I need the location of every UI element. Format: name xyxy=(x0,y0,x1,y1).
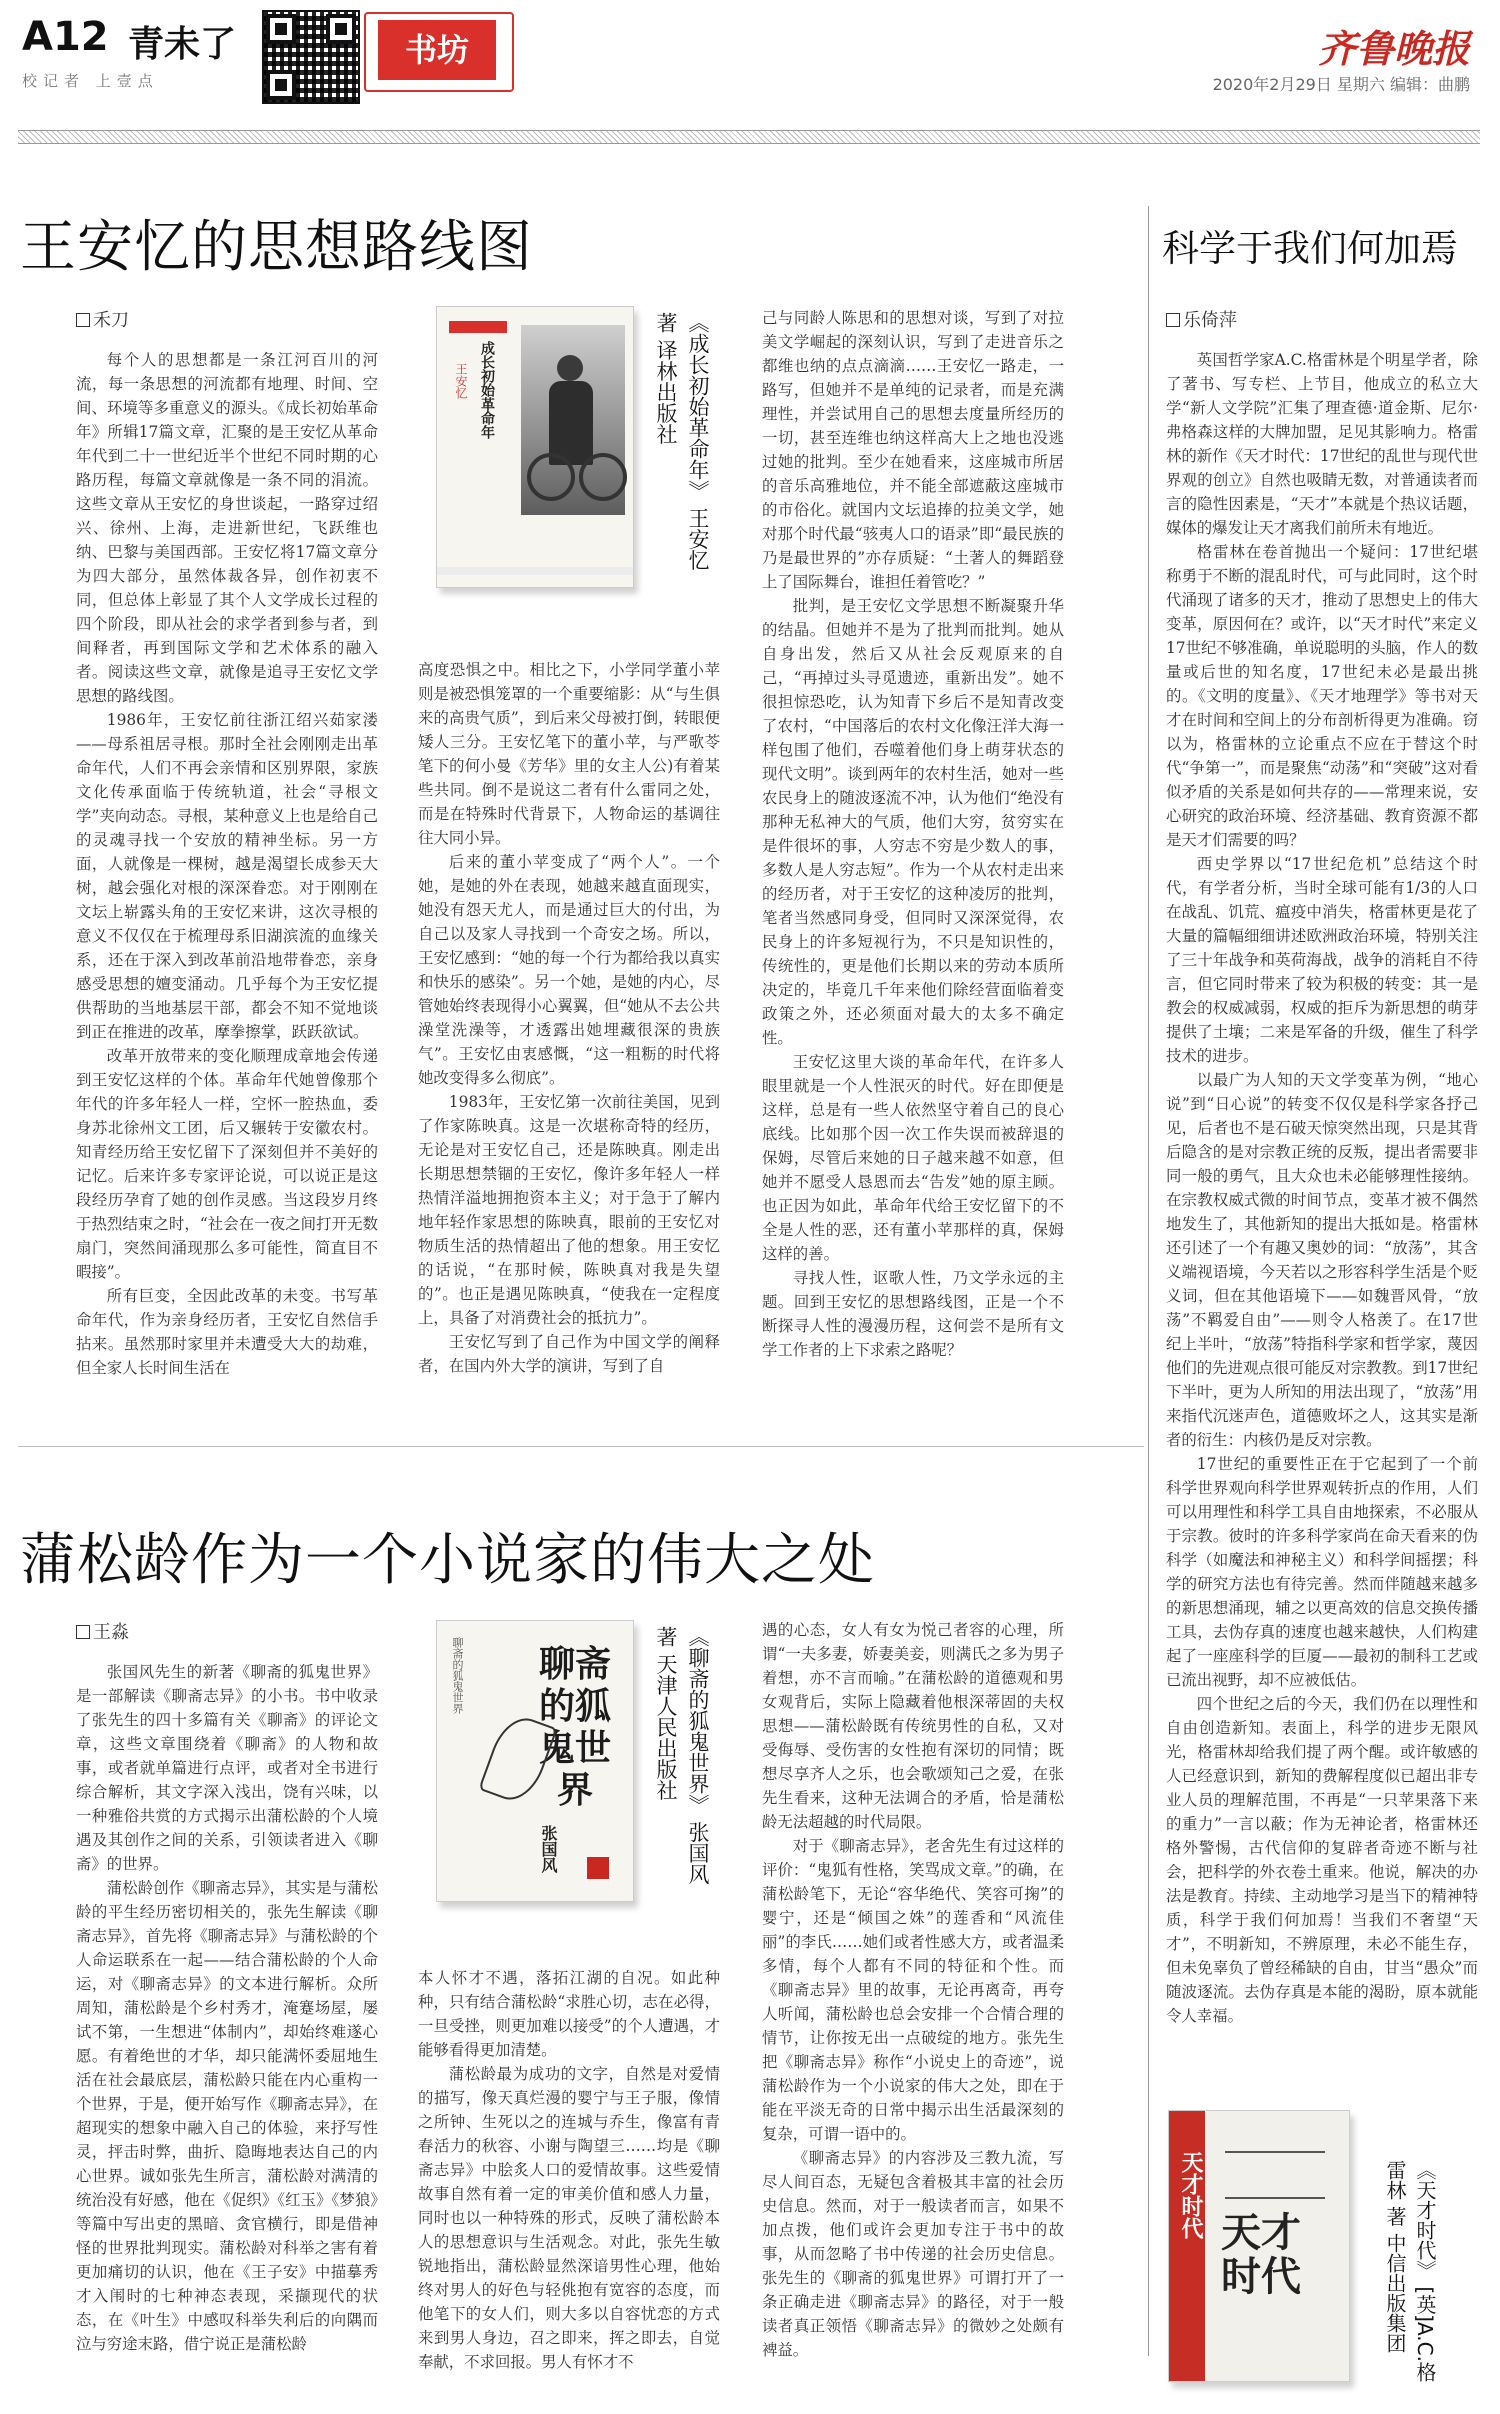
paragraph: 西史学界以“17世纪危机”总结这个时代，有学者分析，当时全球可能有1/3的人口在战乱、饥荒、瘟疫中消失，格雷林更是花了大量的篇幅细细讲述欧洲政治环境，特别关注了三十年战争和英荷海战，战争的消耗自不待言，但它同时带来了较为积极的转变：其一是教会的权威减弱，权威的拒斥为新思想的萌芽提供了土壤；二来是军备的升级，催生了科学技术的进步。 xyxy=(1166,855,1478,1065)
reporters-line: 校记者 上壹点 xyxy=(22,72,159,90)
qr-code-icon[interactable] xyxy=(262,10,360,104)
article-column xyxy=(762,306,1064,1418)
cover-title: 聊斋的狐鬼世界 xyxy=(538,1643,611,1811)
paragraph: 以最广为人知的天文学变革为例，“地心说”到“日心说”的转变不仅仅是科学家各抒己见，后者也不是石破天惊突然出现，只是其背后隐含的是对宗教正统的反叛，提出者需要非同一般的勇气，且大众也未必能够理性接纳。在宗教权威式微的时间节点，变革才被不偶然地发生了，其他新知的提出大抵如是。格雷林还引述了一个有趣又奥妙的词：“放荡”，其含义端视语境，今天若以之形容科学生活是个贬义词，但在其他语境下——如魏晋风骨，“放荡”不羁爱自由”——则令人格羡了。在17世纪上半叶，“放荡”特指科学家和哲学家，蔑因他们的先进观点很可能反对宗教教。到17世纪下半叶，更为人所知的用法出现了，“放荡”用来指代沉迷声色，道德败坏之人，这其实是渐者的衍生：内核仍是反对宗教。 xyxy=(1166,1071,1478,1449)
paragraph: 17世纪的重要性正在于它起到了一个前科学世界观向科学世界观转折点的作用，人们可以用理性和科学工具自由地探索，不必服从于宗教。彼时的许多科学家尚在命天看来的伪科学（如魔法和神秘主义）和科学间摇摆；科学的研究方法也有待完善。然而伴随越来越多的新思想涌现，辅之以更高效的信息交换传播工具，去伪存真的速度也越来越快，人们构建起了一座座科学的巨厦——最初的制科工艺或已流出视野，却不应被低估。 xyxy=(1166,1455,1478,1689)
paragraph: 每个人的思想都是一条江河百川的河流，每一条思想的河流都有地理、时间、空间、环境等多重意义的源头。《成长初始革命年》所辑17篇文章，汇聚的是王安忆从革命年代到二十一世纪近半个世纪不同时期的心路历程，每篇文章就像是一条不同的涓流。这些文章从王安忆的身世谈起，一路穿过绍兴、徐州、上海，走进新世纪，飞跃维也纳、巴黎与美国西部。王安忆将17篇文章分为四大部分，虽然体裁各异，创作初衷不同，但总体上彰显了其个人文学成长过程的四个阶段，即从社会的求学者到参与者，到间释者，再到国际文学和艺术体系的融入者。阅读这些文章，就像是追寻王安忆文学思想的路线图。 xyxy=(76,351,378,705)
book-caption: 《聊斋的狐鬼世界》 张国风 著 天津人民出版社 xyxy=(654,1626,710,1885)
book-cover-image xyxy=(436,306,634,588)
paragraph: 英国哲学家A.C.格雷林是个明星学者，除了著书、写专栏、上节目，他成立的私立大学“新人文学院”汇集了理查德·道金斯、尼尔·弗格森这样的大牌加盟，足见其影响力。格雷林的新作《天才时代：17世纪的乱世与现代世界观的创立》自然也吸睛无数，对普通读者而言的隐性因素是，“天才”本就是个热议话题，媒体的爆发让天才离我们前所未有地近。 xyxy=(1166,351,1478,537)
article-byline: 王淼 xyxy=(76,1618,129,1644)
paragraph: 蒲松龄最为成功的文字，自然是对爱情的描写，像天真烂漫的婴宁与王子服，像情之所钟、生死以之的连城与乔生，像富有青春活力的秋容、小谢与陶望三……均是《聊斋志异》中脍炙人口的爱情故事。这些爱情故事自然有着一定的审美价值和感人力量，同时也以一种特殊的形式，反映了蒲松龄本人的思想意识与生活观念。对此，张先生敏锐地指出，蒲松龄显然深谙男性心理，他始终对男人的好色与轻佻抱有宽容的态度，而他笔下的女人们，则大多以自容忧恋的方式来到男人身边，召之即来，挥之即去，自觉奉献，不求回报。男人有怀才不 xyxy=(418,2065,720,2371)
paragraph: 《聊斋志异》的内容涉及三教九流，写尽人间百态，无疑包含着极其丰富的社会历史信息。然而，对于一般读者而言，如果不加点拨，他们或许会更加专注于书中的故事，从而忽略了书中传递的社会历史信息。张先生的《聊斋的狐鬼世界》可谓打开了一条正确走进《聊斋志异》的路径，对于一般读者真正领悟《聊斋志异》的微妙之处颇有裨益。 xyxy=(762,2149,1064,2359)
paragraph: 改革开放带来的变化顺理成章地会传递到王安忆这样的个体。革命年代她曾像那个年代的许多年轻人一样，空怀一腔热血，委身苏北徐州文工团，后又辗转于安徽农村。知青经历给王安忆留下了深刻但并不美好的记忆。后来许多专家评论说，可以说正是这段经历孕育了她的创作灵感。当这段岁月终于热烈结束之时，“社会在一夜之间打开无数扇门，突然间涌现那么多可能性，简直目不暇接”。 xyxy=(76,1047,378,1281)
cover-stripe xyxy=(449,321,507,333)
paragraph: 遇的心态，女人有女为悦己者容的心理，所谓“一夫多妻，娇妻美妾，则满氏之多为男子着想，亦不言而喻。”在蒲松龄的道德观和男女观背后，实际上隐藏着他根深蒂固的夫权思想——蒲松龄既有传统男性的自私，又对受侮辱、受伤害的女性抱有深切的同情；既想尽享齐人之乐，也会歌颂知己之爱，在张先生看来，这种无法调合的矛盾，恰是蒲松龄无法超越的时代局限。 xyxy=(762,1621,1064,1831)
cover-big-title: 天才时代 xyxy=(1221,2210,1301,2300)
article-column xyxy=(76,348,378,1418)
newspaper-logo: 齐鲁晚报 xyxy=(1317,26,1470,71)
article-byline: 禾刀 xyxy=(76,306,129,332)
article-column xyxy=(418,658,720,1418)
cover-author: 王安忆 xyxy=(454,363,468,399)
book-cover-image xyxy=(1168,2110,1350,2382)
book-caption: 《天才时代》 [英]A.C.格雷林 著 中信出版集团 xyxy=(1383,2160,1437,2382)
section-name: 青未了 xyxy=(128,24,237,65)
paragraph: 张国风先生的新著《聊斋的狐鬼世界》是一部解读《聊斋志异》的小书。书中收录了张先生的四十多篇有关《聊斋》的评论文章，这些文章围绕着《聊斋》的人物和故事，或者就单篇进行点评，或者对全书进行综合解析，其文字深入浅出，饶有兴味，以一种雅俗共赏的方式揭示出蒲松龄的个人境遇及其创作之间的关系，引领读者进入《聊斋》的世界。 xyxy=(76,1663,378,1873)
cover-rule xyxy=(1225,2151,1325,2199)
section-tag: 书坊 xyxy=(378,20,496,80)
cover-photo xyxy=(521,325,625,515)
book-cover-image xyxy=(436,1620,634,1902)
paragraph: 1986年，王安忆前往浙江绍兴茹家溇——母系祖居寻根。那时全社会刚刚走出革命年代，人们不再会亲情和区别界限，家族文化传承面临于传统轨道，社会“寻根文学”夹向动态。寻根，某种意义上也是给自己的灵魂寻找一个安放的精神坐标。另一方面，人就像是一棵树，越是渴望长成参天大树，越会强化对根的深深眷恋。对于刚刚在文坛上崭露头角的王安忆来讲，这次寻根的意义不仅仅在于梳理母系旧湖滨流的血缘关系，还在于深入到改革前沿地带眷恋，亲身感受思想的嬗变涌动。几乎每个为王安忆提供帮助的当地基层干部，都会不知不觉地谈到正在推进的改革，摩拳擦掌，跃跃欲试。 xyxy=(76,711,378,1041)
date-editor-line: 2020年2月29日 星期六 编辑：曲鹏 xyxy=(1212,75,1470,94)
paragraph: 本人怀才不遇，落拓江湖的自况。如此种种，只有结合蒲松龄“求胜心切，志在必得，一旦受挫，则更加难以接受”的个人遭遇，才能够看得更加清楚。 xyxy=(418,1969,720,2059)
paragraph: 寻找人性，讴歌人性，乃文学永远的主题。回到王安忆的思想路线图，正是一个不断探寻人性的漫漫历程，这何尝不是所有文学工作者的上下求索之路呢？ xyxy=(762,1269,1064,1359)
cover-title: 天才时代 xyxy=(1178,2151,1203,2239)
article-byline: 乐倚萍 xyxy=(1166,306,1237,332)
paragraph: 所有巨变，全因此改革的未变。书写革命年代，作为亲身经历者，王安忆自然信手拈来。虽然那时家里并未遭受大大的劫难，但全家人长时间生活在 xyxy=(76,1287,378,1377)
paragraph: 对于《聊斋志异》，老舍先生有过这样的评价：“鬼狐有性格，笑骂成文章。”的确，在蒲松龄笔下，无论“容华绝代、笑容可掬”的婴宁，还是“倾国之姝”的莲香和“风流佳丽”的李氏……她们或者性感大方，或者温柔多情，每个人都有不同的特征和个性。而《聊斋志异》里的故事，无论再离奇，再夸人听闻，蒲松龄也总会安排一个合情合理的情节，让你按无出一点破绽的地方。张先生把《聊斋志异》称作“小说史上的奇迹”，说蒲松龄作为一个小说家的伟大之处，即在于能在平淡无奇的日常中揭示出生活最深刻的复杂，可谓一语中的。 xyxy=(762,1837,1064,2143)
paragraph: 格雷林在卷首抛出一个疑问：17世纪堪称勇于不断的混乱时代，可与此同时，这个时代涌现了诸多的天才，推动了思想史上的伟大变革，原因何在？或许，以“天才时代”来定义17世纪不够准确，单说聪明的头脑，作人的数量或后世的知名度，17世纪未必是最出挑的。《文明的度量》、《天才地理学》等书对天才在时间和空间上的分布剖析得更为准确。窃以为，格雷林的立论重点不应在于替这个时代“争第一”，而是聚焦“动荡”和“突破”这对看似矛盾的关系是如何共存的——常理来说，安心研究的政治环境、经济基础、教育资源不都是天才们需要的吗？ xyxy=(1166,543,1478,849)
paragraph: 批判，是王安忆文学思想不断凝聚升华的结晶。但她并不是为了批判而批判。她从自身出发，然后又从社会反观原来的自己，“再掉过头寻觅遗迹，重新出发”。她不很担惊恐吃，认为知青下乡后不是知青改变了农村，“中国落后的农村文化像汪洋大海一样包围了他们，吞噬着他们身上萌芽状态的现代文明”。谈到两年的农村生活，她对一些农民身上的随波逐流不冲，认为他们“绝没有那种无私神大的气质，他们大穷，贫穷实在是件很坏的事，人穷志不穷是少数人的事，多数人是人穷志短”。作为一个从农村走出来的经历者，对于王安忆的这种凌厉的批判，笔者当然感同身受，但同时又深深觉得，农民身上的许多短视行为，不只是知识性的，传统性的，更是他们长期以来的劳动本质所决定的，毕竟几千年来他们除经营面临着变政策之外，还必须面对最大的太多不确定性。 xyxy=(762,597,1064,1047)
article-title: 蒲松龄作为一个小说家的伟大之处 xyxy=(20,1528,875,1593)
paragraph: 1983年，王安忆第一次前往美国，见到了作家陈映真。这是一次堪称奇特的经历，无论是对王安忆自己，还是陈映真。刚走出长期思想禁锢的王安忆，像许多年轻人一样热情洋溢地拥抱资本主义；对于急于了解内地年轻作家思想的陈映真，眼前的王安忆对物质生活的热情超出了他的想象。用王安忆的话说，“在那时候，陈映真对我是失望的”。也正是遇见陈映真，“使我在一定程度上，具备了对消费社会的抵抗力”。 xyxy=(418,1093,720,1327)
page-number: A12 xyxy=(22,14,109,60)
cover-author: 张国风 xyxy=(539,1825,558,1873)
article-column xyxy=(418,1966,720,2394)
article-title: 王安忆的思想路线图 xyxy=(20,215,533,280)
article-title: 科学于我们何加焉 xyxy=(1162,227,1458,270)
paragraph: 王安忆写到了自己作为中国文学的阐释者，在国内外大学的演讲，写到了自 xyxy=(418,1333,720,1375)
paragraph: 后来的董小苹变成了“两个人”。一个她，是她的外在表现，她越来越直面现实，她没有怨天尤人，而是通过巨大的付出，为自己以及家人寻找到一个奇安之场。所以，王安忆感到：“她的每一个行为都给我以真实和快乐的感染”。另一个她，是她的内心，尽管她始终表现得小心翼翼，但“她从不去公共澡堂洗澡等，才透露出她埋藏很深的贵族气”。王安忆由衷感慨，“这一粗粝的时代将她改变得多么彻底”。 xyxy=(418,853,720,1087)
paragraph: 蒲松龄创作《聊斋志异》，其实是与蒲松龄的平生经历密切相关的，张先生解读《聊斋志异》，首先将《聊斋志异》与蒲松龄的个人命运联系在一起——结合蒲松龄的个人命运，对《聊斋志异》的文本进行解析。众所周知，蒲松龄是个乡村秀才，淹蹇场屋，屡试不第，一生想进“体制内”，却始终难遂心愿。有着绝世的才华，却只能满怀委屈地生活在社会最底层，蒲松龄只能在内心重构一个世界，于是，便开始写作《聊斋志异》，在超现实的想象中融入自己的体验，来抒写性灵，抨击时弊，曲折、隐晦地表达自己的内心世界。诚如张先生所言，蒲松龄对满清的统治没有好感，他在《促织》《红玉》《梦狼》等篇中写出吏的黑暗、贪官横行，即是借神怪的世界批判现实。蒲松龄对科举之害有着更加痛切的认识，他在《王子安》中描摹秀才入闱时的七种神态表现，采撷现代的状态，在《叶生》中感叹科举失利后的向隅而泣与穷途末路，借宁说正是蒲松龄 xyxy=(76,1879,378,2353)
article-column xyxy=(76,1660,378,2394)
cover-title: 成长初始革命年 xyxy=(479,341,495,439)
article-divider xyxy=(18,1446,1144,1447)
article-column xyxy=(1166,348,1478,2096)
paragraph: 四个世纪之后的今天，我们仍在以理性和自由创造新知。表面上，科学的进步无限风光，格雷林却给我们提了两个醒。或许敏感的人已经意识到，新知的费解程度似已超出非专业人员的理解范围，不再是“一只苹果落下来的重力”一言以蔽；作为无神论者，格雷林还格外警惕，古代信仰的复辟者奇迹不断与社会，把科学的外衣卷土重来。他说，解决的办法是教育。持续、主动地学习是当下的精神特质，科学于我们何加焉！当我们不奢望“天才”，不明新知，不辨原理，未必不能生存，但未免辜负了曾经稀缺的自由，甘当“愚众”而随波逐流。去伪存真是本能的渴盼，原本就能令人幸福。 xyxy=(1166,1695,1478,2025)
paragraph: 王安忆这里大谈的革命年代，在许多人眼里就是一个人性泯灭的时代。好在即便是这样，总是有一些人依然坚守着自己的良心底线。比如那个因一次工作失误而被辞退的保姆，尽管后来她的日子越来越不如意，但她并不愿受人恳恩而去“告发”她的原主顾。也正因为如此，革命年代给王安忆留下的不全是人性的恶，还有董小苹那样的真，保姆这样的善。 xyxy=(762,1053,1064,1263)
column-divider xyxy=(1148,206,1149,2356)
header-rule xyxy=(18,130,1480,144)
cover-subtitle: 聊斋的狐鬼世界 xyxy=(451,1637,464,1714)
book-caption: 《成长初始革命年》 王安忆 著 译林出版社 xyxy=(654,312,710,571)
article-column xyxy=(762,1618,1064,2394)
seal-icon xyxy=(587,1857,609,1879)
paragraph: 高度恐惧之中。相比之下，小学同学董小苹则是被恐惧笼罩的一个重要缩影：从“与生俱来的高贵气质”，到后来父母被打倒，转眼便矮人三分。王安忆笔下的董小苹，与严歌苓笔下的何小曼《芳华》里的女主人公)有着某些共同。倒不是说这二者有什么雷同之处，而是在特殊时代背景下，人物命运的基调往往大同小异。 xyxy=(418,661,720,847)
paragraph: 己与同龄人陈思和的思想对谈，写到了对拉美文学崛起的深刻认识，写到了走进音乐之都维也纳的点点滴滴……王安忆一路走，一路写，但她并不是单纯的记录者，而是充满理性，并尝试用自己的思想去度量所经历的一切，甚至连维也纳这样高大上之地也没逃过她的批判。至少在她看来，这座城市所居的音乐高雅地位，并不能全部遮蔽这座城市的市俗化。就国内文坛追捧的拉美文学，她对那个时代最“骇夷人口的语录”即“最民族的乃是最世界的”亦存质疑：“土著人的舞蹈登上了国际舞台，谁担任着管吃？” xyxy=(762,309,1064,591)
